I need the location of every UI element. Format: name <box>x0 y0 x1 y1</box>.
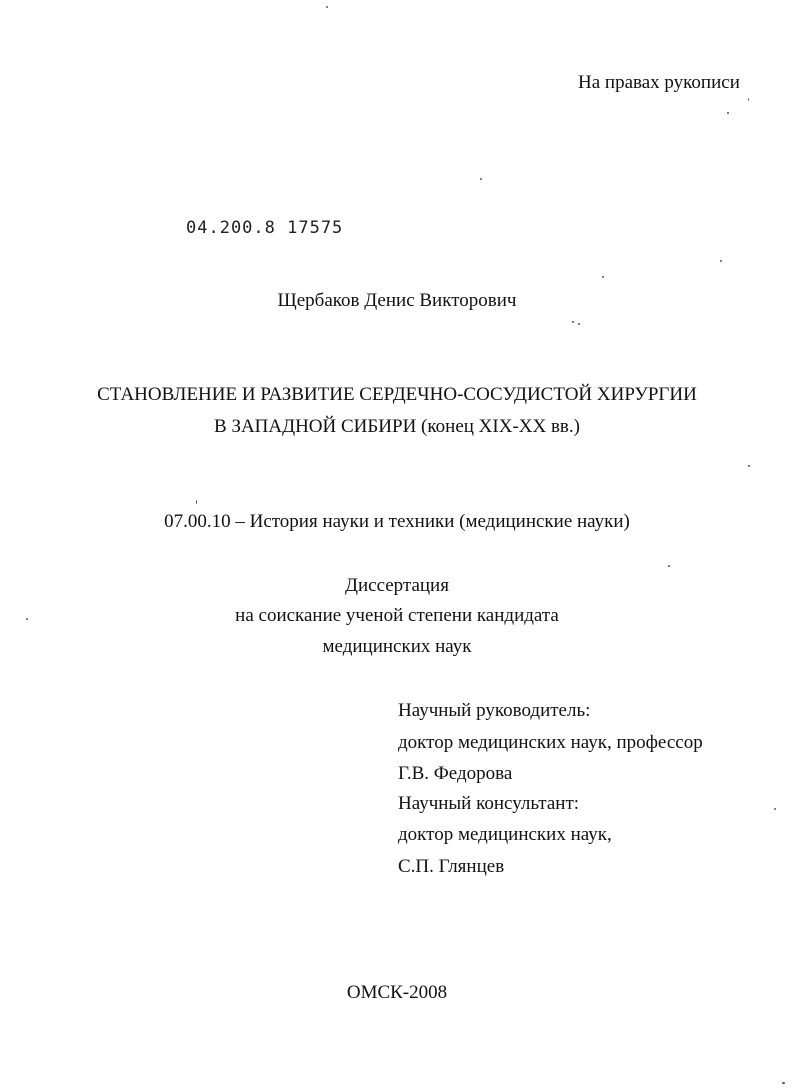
degree-line-2: на соискание ученой степени кандидата <box>235 605 559 626</box>
scan-speck <box>326 6 328 8</box>
scan-speck <box>572 321 574 323</box>
scan-speck <box>774 808 776 810</box>
supervisor-title: доктор медицинских наук, профессор <box>398 732 703 753</box>
scan-speck <box>720 260 722 262</box>
scan-speck <box>196 500 197 504</box>
scan-speck <box>668 565 670 567</box>
title-line-1: СТАНОВЛЕНИЕ И РАЗВИТИЕ СЕРДЕЧНО-СОСУДИСТОЙ ХИРУРГИИ <box>97 384 697 405</box>
scan-speck <box>26 618 28 620</box>
scan-speck <box>782 1082 785 1084</box>
registry-stamp: 04.200.8 17575 <box>186 218 344 238</box>
scan-speck <box>748 465 750 467</box>
scan-speck <box>578 323 580 325</box>
supervisor-label: Научный руководитель: <box>398 700 591 721</box>
consultant-label: Научный консультант: <box>398 793 580 814</box>
city-year: ОМСК-2008 <box>346 982 448 1003</box>
author-name: Щербаков Денис Викторович <box>277 290 517 311</box>
rights-note: На правах рукописи <box>578 72 740 93</box>
consultant-name: С.П. Глянцев <box>398 856 505 877</box>
specialty-line: 07.00.10 – История науки и техники (медицинские науки) <box>164 511 630 532</box>
scan-speck <box>748 98 749 101</box>
consultant-title: доктор медицинских наук, <box>398 824 612 845</box>
supervisor-name: Г.В. Федорова <box>398 763 513 784</box>
scan-speck <box>602 276 604 278</box>
title-line-2: В ЗАПАДНОЙ СИБИРИ (конец XIX-XX вв.) <box>214 416 580 437</box>
scan-speck <box>727 112 729 114</box>
scan-speck <box>480 178 482 180</box>
degree-line-3: медицинских наук <box>322 636 472 657</box>
degree-line-1: Диссертация <box>345 575 449 596</box>
